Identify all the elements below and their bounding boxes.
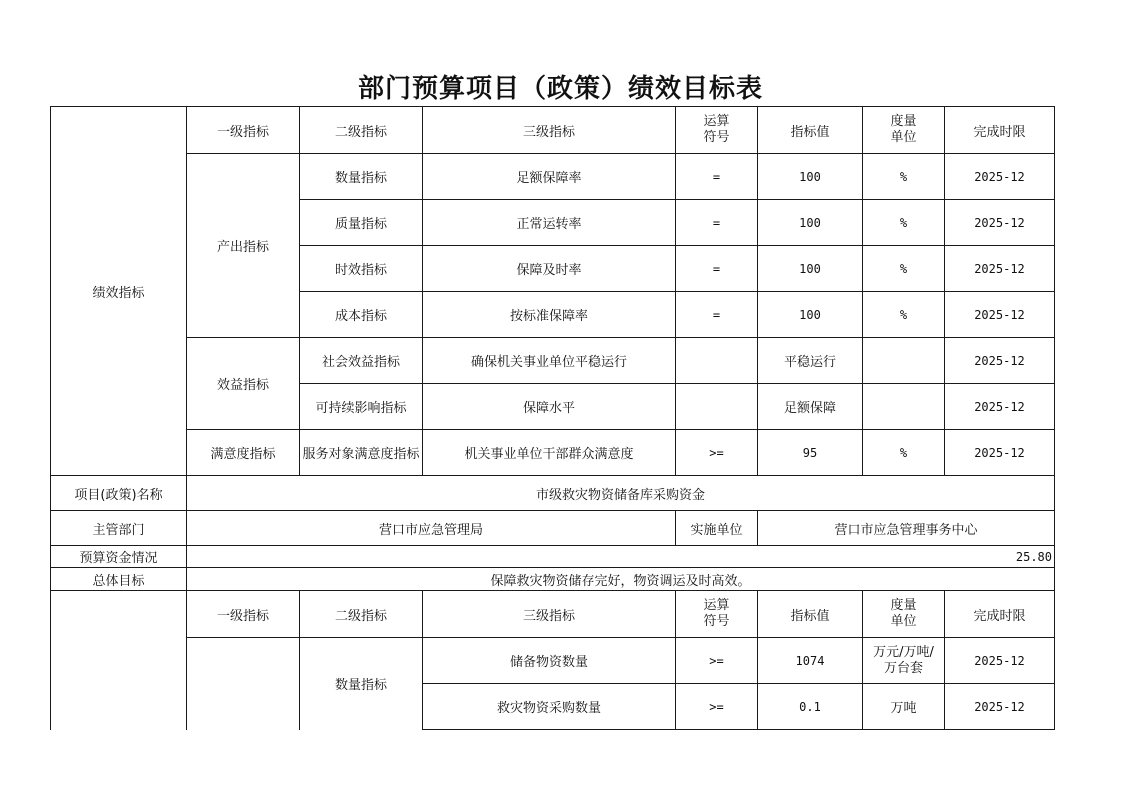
operator-cell (676, 338, 758, 384)
operator-cell: >= (676, 684, 758, 730)
unit-cell: % (863, 430, 945, 476)
unit-cell: 万吨 (863, 684, 945, 730)
overall-goal-value: 保障救灾物资储存完好，物资调运及时高效。 (187, 568, 1055, 591)
unit-cell: % (863, 154, 945, 200)
header-level1: 一级指标 (187, 591, 300, 638)
budget-value: 25.80 (187, 546, 1055, 568)
level3-cell: 救灾物资采购数量 (423, 684, 676, 730)
deadline-cell: 2025-12 (945, 246, 1055, 292)
value-cell: 95 (758, 430, 863, 476)
value-cell: 100 (758, 154, 863, 200)
project-name-row (51, 476, 1055, 511)
operator-cell: >= (676, 430, 758, 476)
level3-cell: 正常运转率 (423, 200, 676, 246)
level2-cell: 时效指标 (300, 246, 423, 292)
level1-cell-empty (187, 638, 300, 730)
deadline-cell: 2025-12 (945, 154, 1055, 200)
level3-cell: 储备物资数量 (423, 638, 676, 684)
table-row (51, 154, 1055, 200)
header-operator: 运算 符号 (676, 591, 758, 638)
level2-cell: 成本指标 (300, 292, 423, 338)
header-value: 指标值 (758, 107, 863, 154)
value-cell: 足额保障 (758, 384, 863, 430)
unit-cell: 万元/万吨/ 万台套 (863, 638, 945, 684)
second-section-label-cell (51, 591, 187, 730)
value-cell: 1074 (758, 638, 863, 684)
deadline-cell: 2025-12 (945, 684, 1055, 730)
deadline-cell: 2025-12 (945, 384, 1055, 430)
value-cell: 平稳运行 (758, 338, 863, 384)
level2-quantity: 数量指标 (300, 638, 423, 730)
header-operator: 运算 符号 (676, 107, 758, 154)
unit-cell: % (863, 292, 945, 338)
header-level2: 二级指标 (300, 591, 423, 638)
header-level1: 一级指标 (187, 107, 300, 154)
value-cell: 100 (758, 246, 863, 292)
implementer-value: 营口市应急管理事务中心 (758, 511, 1055, 546)
table-row (51, 638, 1055, 684)
budget-row (51, 546, 1055, 568)
value-cell: 100 (758, 200, 863, 246)
header-row (51, 591, 1055, 638)
level1-output: 产出指标 (187, 154, 300, 338)
level2-cell: 可持续影响指标 (300, 384, 423, 430)
level2-cell: 质量指标 (300, 200, 423, 246)
operator-cell: = (676, 246, 758, 292)
operator-cell: >= (676, 638, 758, 684)
page-title: 部门预算项目（政策）绩效目标表 (357, 74, 763, 104)
project-name-value: 市级救灾物资储备库采购资金 (187, 476, 1055, 511)
header-level2: 二级指标 (300, 107, 423, 154)
operator-cell (676, 384, 758, 430)
level3-cell: 确保机关事业单位平稳运行 (423, 338, 676, 384)
implementer-label: 实施单位 (676, 511, 758, 546)
project-name-label: 项目(政策)名称 (51, 476, 187, 511)
deadline-cell: 2025-12 (945, 638, 1055, 684)
deadline-cell: 2025-12 (945, 430, 1055, 476)
table-row (51, 430, 1055, 476)
level1-satisfaction: 满意度指标 (187, 430, 300, 476)
header-unit: 度量 单位 (863, 107, 945, 154)
level3-cell: 按标准保障率 (423, 292, 676, 338)
deadline-cell: 2025-12 (945, 338, 1055, 384)
department-value: 营口市应急管理局 (187, 511, 676, 546)
operator-cell: = (676, 200, 758, 246)
unit-cell: % (863, 200, 945, 246)
department-label: 主管部门 (51, 511, 187, 546)
level2-cell: 服务对象满意度指标 (300, 430, 423, 476)
header-level3: 三级指标 (423, 107, 676, 154)
deadline-cell: 2025-12 (945, 200, 1055, 246)
operator-cell: = (676, 292, 758, 338)
header-unit: 度量 单位 (863, 591, 945, 638)
unit-cell: % (863, 246, 945, 292)
deadline-cell: 2025-12 (945, 292, 1055, 338)
level2-cell: 社会效益指标 (300, 338, 423, 384)
header-deadline: 完成时限 (945, 107, 1055, 154)
overall-goal-label: 总体目标 (51, 568, 187, 591)
operator-cell: = (676, 154, 758, 200)
header-deadline: 完成时限 (945, 591, 1055, 638)
level2-cell: 数量指标 (300, 154, 423, 200)
level3-cell: 足额保障率 (423, 154, 676, 200)
value-cell: 0.1 (758, 684, 863, 730)
unit-cell (863, 338, 945, 384)
level3-cell: 保障及时率 (423, 246, 676, 292)
table-row (51, 338, 1055, 384)
overall-goal-row (51, 568, 1055, 591)
budget-label: 预算资金情况 (51, 546, 187, 568)
performance-label-cell: 绩效指标 (51, 107, 187, 476)
level1-benefit: 效益指标 (187, 338, 300, 430)
unit-cell (863, 384, 945, 430)
level3-cell: 保障水平 (423, 384, 676, 430)
level3-cell: 机关事业单位干部群众满意度 (423, 430, 676, 476)
value-cell: 100 (758, 292, 863, 338)
department-row (51, 511, 1055, 546)
header-row (51, 107, 1055, 154)
header-level3: 三级指标 (423, 591, 676, 638)
header-value: 指标值 (758, 591, 863, 638)
performance-target-table (50, 106, 1055, 730)
